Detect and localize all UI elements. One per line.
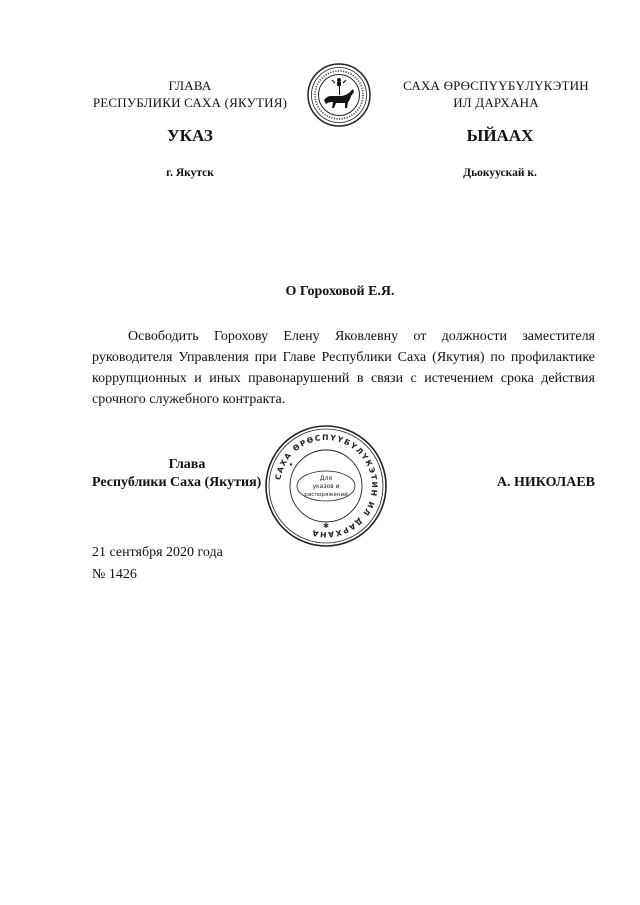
header-left-line1: ГЛАВА <box>168 78 212 93</box>
seal-center-line2: указов и <box>312 483 340 490</box>
header-right <box>384 77 608 111</box>
place-sah: Дьокуускай к. <box>463 167 537 179</box>
seal-center-line1: Для <box>319 475 333 482</box>
body-paragraph: Освободить Горохову Елену Яковлевну от должности заместителя руководителя Управления при Главе Республики Саха (Якутия) по профилактике коррупционных и иных правонарушений в связи с истечением срока действия срочного служебного контракта. <box>92 329 595 407</box>
header-left-line2: РЕСПУБЛИКИ САХА (ЯКУТИЯ) <box>92 95 288 110</box>
signature-position-line2: Республики Саха (Якутия) <box>92 475 262 490</box>
signature-position <box>92 456 282 492</box>
header-right-line2: ИЛ ДАРХАНА <box>453 95 539 110</box>
document-body <box>92 326 595 410</box>
document-date: 21 сентября 2020 года <box>92 545 223 560</box>
svg-text:✱: ✱ <box>323 522 329 530</box>
signature-name: А. НИКОЛАЕВ <box>496 475 595 490</box>
doc-type-ru: УКАЗ <box>167 126 213 145</box>
coat-of-arms-emblem <box>306 62 372 128</box>
doc-type-sah: ЫЙААХ <box>466 126 534 145</box>
seal-center-line3: распоряжений <box>304 492 348 498</box>
official-seal-stamp <box>264 424 388 548</box>
svg-text:★: ★ <box>288 462 294 468</box>
header-left <box>70 77 310 111</box>
header-right-line1: САХА ӨРӨСПҮҮБҮЛҮКЭТИН <box>403 78 589 93</box>
place-ru: г. Якутск <box>166 167 214 179</box>
document-number: № 1426 <box>92 567 137 582</box>
document-subject: О Гороховой Е.Я. <box>285 284 395 299</box>
seal-ring-text: САХА ӨРӨСПҮҮБҮЛҮКЭТИН ИЛ ДАРХАНА <box>273 432 380 540</box>
signature-position-line1: Глава <box>168 457 206 472</box>
